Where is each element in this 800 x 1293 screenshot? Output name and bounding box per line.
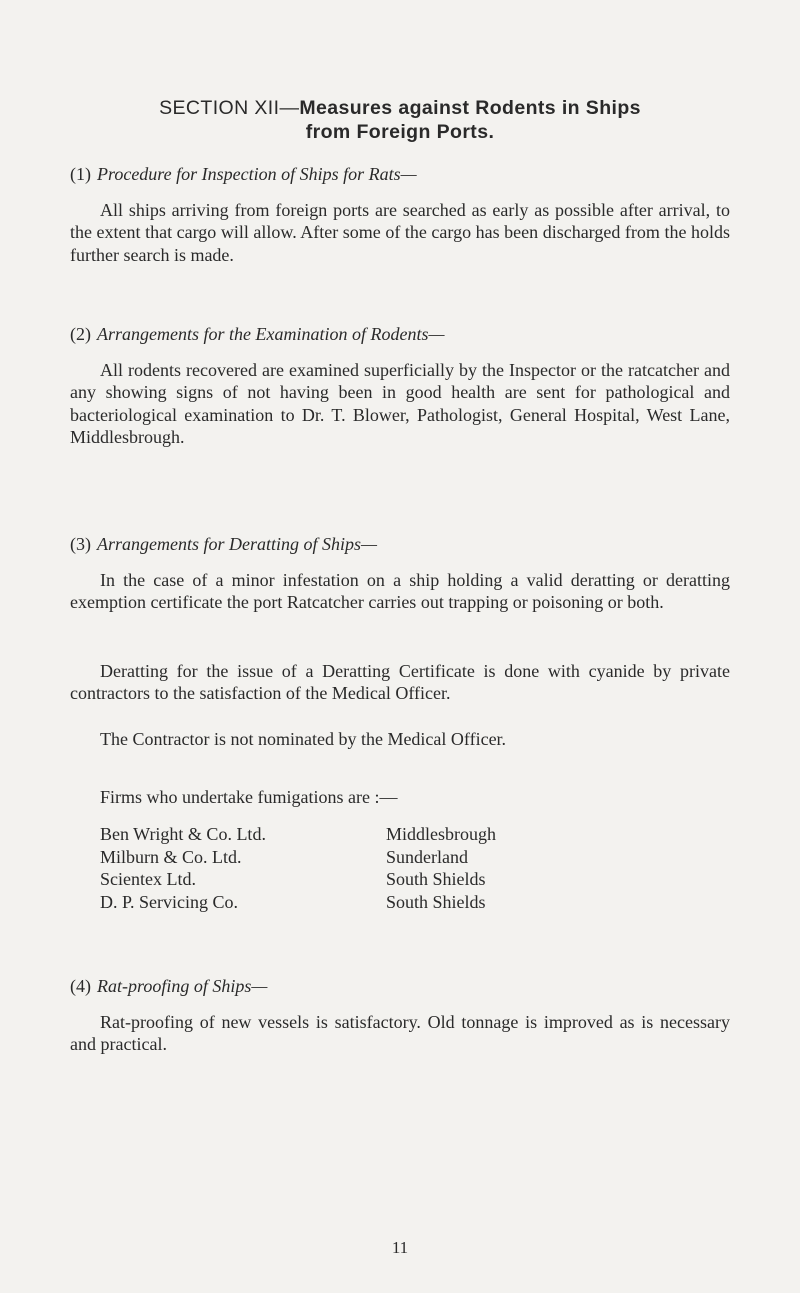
section-3-number: (3) (70, 534, 91, 554)
firm-name: Milburn & Co. Ltd. (100, 846, 242, 867)
firms-list (100, 823, 660, 913)
firm-town: South Shields (386, 891, 486, 912)
firm-name: Ben Wright & Co. Ltd. (100, 824, 266, 844)
section-2-heading-text: Arrangements for the Examination of Rodents— (97, 324, 445, 344)
section-1-number: (1) (70, 164, 91, 184)
section-title (60, 96, 740, 144)
page-number: 11 (391, 1238, 409, 1257)
section-3-heading (70, 533, 377, 555)
title-dash: — (279, 97, 300, 119)
section-2-paragraph: All rodents recovered are examined superficially by the Inspector or the ratcatcher and any showing signs of not having been in good health are sent for pathological and bacteriological examination to Dr. T. Blower, Pathologist, General Hospital, West Lane, Middlesbrough. (70, 360, 730, 447)
section-3-heading-text: Arrangements for Deratting of Ships— (97, 534, 378, 554)
firm-town: Middlesbrough (386, 824, 496, 844)
section-4-number: (4) (70, 976, 91, 996)
section-4-heading-text: Rat-proofing of Ships— (97, 976, 268, 996)
firm-name: Scientex Ltd. (100, 869, 196, 889)
list-item (100, 823, 660, 846)
section-1-paragraph: All ships arriving from foreign ports are searched as early as possible after arrival, to the extent that cargo will allow. After some of the cargo has been discharged from the holds further search is made. (70, 200, 730, 265)
section-number: SECTION XII (159, 97, 280, 119)
section-3-paragraph-2: Deratting for the issue of a Deratting Certificate is done with cyanide by private contractors to the satisfaction of the Medical Officer. (70, 661, 730, 704)
firm-town: Sunderland (386, 846, 468, 867)
section-2-number: (2) (70, 324, 91, 344)
section-1-heading (70, 163, 417, 185)
section-2-heading (70, 323, 444, 345)
section-3-paragraph-4: Firms who undertake fumigations are :— (100, 787, 398, 807)
list-item (100, 891, 660, 914)
list-item (100, 868, 660, 891)
title-line-1 (60, 96, 740, 120)
section-4-heading (70, 975, 267, 997)
title-text-1: Measures against Rodents in Ships (299, 97, 641, 119)
list-item (100, 846, 660, 869)
section-3-paragraph-3: The Contractor is not nominated by the Medical Officer. (100, 729, 507, 749)
title-line-2: from Foreign Ports. (305, 121, 495, 143)
section-3-paragraph-1: In the case of a minor infestation on a ship holding a valid deratting or deratting exemption certificate the port Ratcatcher carries out trapping or poisoning or both. (70, 570, 730, 613)
section-4-paragraph: Rat-proofing of new vessels is satisfactory. Old tonnage is improved as is necessary and practical. (70, 1012, 730, 1055)
firm-name: D. P. Servicing Co. (100, 891, 239, 912)
firm-town: South Shields (386, 869, 486, 889)
section-1-heading-text: Procedure for Inspection of Ships for Rats— (97, 164, 417, 184)
